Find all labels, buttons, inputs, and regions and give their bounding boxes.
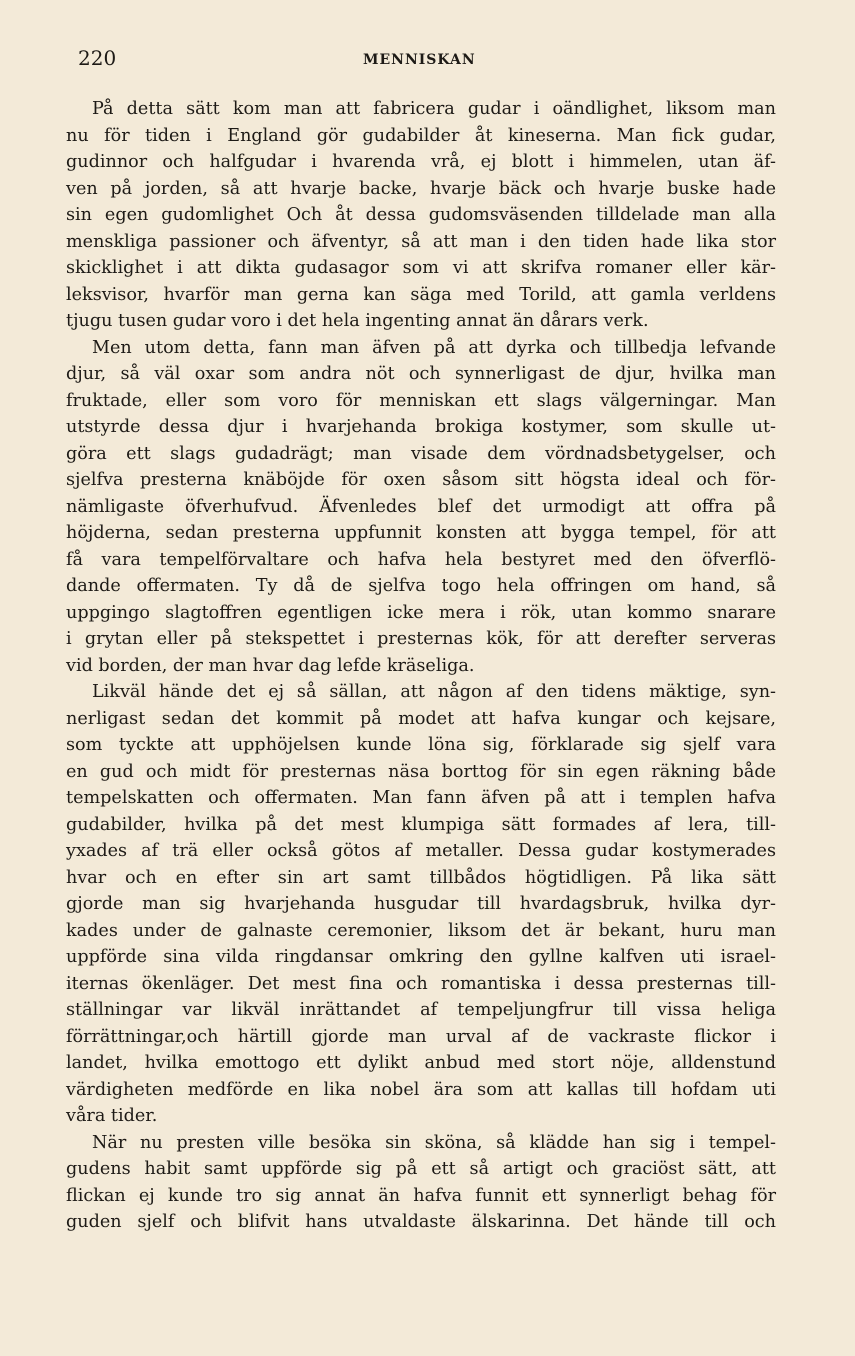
text-line: värdigheten medförde en lika nobel ära som att kallas till hofdam uti xyxy=(66,1079,776,1100)
text-line: förrättningar,och härtill gjorde man urval af de vackraste flickor i xyxy=(66,1026,776,1047)
text-line: gjorde man sig hvarjehanda husgudar till hvardagsbruk, hvilka dyr- xyxy=(66,894,776,914)
body-text xyxy=(66,96,776,1236)
paragraph-4 xyxy=(66,1130,776,1236)
text-line: nerligast sedan det kommit på modet att hafva kungar och kejsare, xyxy=(66,708,776,729)
text-line: ställningar var likväl inrättandet af tempeljungfrur till vissa heliga xyxy=(66,1000,776,1020)
text-line: uppförde sina vilda ringdansar omkring den gyllne kalfven uti israel- xyxy=(66,947,776,967)
text-line: kades under de galnaste ceremonier, liksom det är bekant, huru man xyxy=(66,920,776,941)
running-head: MENNISKAN xyxy=(363,52,476,68)
text-line: När nu presten ville besöka sin sköna, så klädde han sig i tempel- xyxy=(92,1132,776,1153)
text-line: uppgingo slagtoffren egentligen icke mera i rök, utan kommo snarare xyxy=(66,602,776,623)
text-line: gudens habit samt uppförde sig på ett så artigt och graciöst sätt, att xyxy=(66,1159,776,1179)
text-line: få vara tempelförvaltare och hafva hela bestyret med den öfverflö- xyxy=(66,549,776,570)
text-line: höjderna, sedan presterna uppfunnit konsten att bygga tempel, för att xyxy=(66,523,776,543)
text-line: tjugu tusen gudar voro i det hela ingenting annat än dårars verk. xyxy=(66,311,649,331)
text-line: i grytan eller på stekspettet i presternas kök, för att derefter serveras xyxy=(66,629,776,649)
text-line: sin egen gudomlighet Och åt dessa gudomsväsenden tilldelade man alla xyxy=(66,205,776,225)
text-line: skicklighet i att dikta gudasagor som vi att skrifva romaner eller kär- xyxy=(66,258,776,278)
text-line: en gud och midt för presternas näsa borttog för sin egen räkning både xyxy=(66,761,776,782)
text-line: göra ett slags gudadrägt; man visade dem vördnadsbetygelser, och xyxy=(66,443,776,464)
page-number: 220 xyxy=(78,46,117,70)
paragraph-2 xyxy=(66,335,776,680)
text-line: tempelskatten och offermaten. Man fann äfven på att i templen hafva xyxy=(66,788,776,808)
text-line: På detta sätt kom man att fabricera gudar i oändlighet, liksom man xyxy=(92,99,776,119)
text-line: menskliga passioner och äfventyr, så att man i den tiden hade lika stor xyxy=(66,231,776,252)
text-line: leksvisor, hvarför man gerna kan säga med Torild, att gamla verldens xyxy=(66,284,776,305)
text-line: gudinnor och halfgudar i hvarenda vrå, ej blott i himmelen, utan äf- xyxy=(66,152,776,172)
text-line: Likväl hände det ej så sällan, att någon af den tidens mäktige, syn- xyxy=(92,682,776,702)
page-header xyxy=(78,44,778,74)
text-line: sjelfva presterna knäböjde för oxen såsom sitt högsta ideal och för- xyxy=(66,470,776,490)
text-line: som tyckte att upphöjelsen kunde löna sig, förklarade sig sjelf vara xyxy=(66,735,776,755)
text-line: flickan ej kunde tro sig annat än hafva funnit ett synnerligt behag för xyxy=(66,1185,776,1206)
text-line: nu för tiden i England gör gudabilder åt kineserna. Man fick gudar, xyxy=(66,125,776,146)
text-line: yxades af trä eller också götos af metaller. Dessa gudar kostymerades xyxy=(66,841,776,861)
text-line: hvar och en efter sin art samt tillbådos högtidligen. På lika sätt xyxy=(66,867,776,888)
text-line: dande offermaten. Ty då de sjelfva togo hela offringen om hand, så xyxy=(66,576,776,596)
text-line: gudabilder, hvilka på det mest klumpiga sätt formades af lera, till- xyxy=(66,814,776,835)
paragraph-1 xyxy=(66,96,776,335)
text-line: våra tider. xyxy=(66,1106,158,1126)
text-line: fruktade, eller som voro för menniskan ett slags välgerningar. Man xyxy=(66,390,776,411)
text-line: landet, hvilka emottogo ett dylikt anbud med stort nöje, alldenstund xyxy=(66,1053,776,1073)
text-line: djur, så väl oxar som andra nöt och synnerligast de djur, hvilka man xyxy=(66,364,776,384)
text-line: iternas ökenläger. Det mest fina och romantiska i dessa presternas till- xyxy=(66,973,776,994)
text-line: Men utom detta, fann man äfven på att dyrka och tillbedja lefvande xyxy=(92,337,776,358)
text-line: utstyrde dessa djur i hvarjehanda brokiga kostymer, som skulle ut- xyxy=(66,417,776,437)
text-line: nämligaste öfverhufvud. Äfvenledes blef det urmodigt att offra på xyxy=(66,496,776,517)
text-line: guden sjelf och blifvit hans utvaldaste älskarinna. Det hände till och xyxy=(66,1212,776,1232)
paragraph-3 xyxy=(66,679,776,1130)
text-line: vid borden, der man hvar dag lefde kräseliga. xyxy=(66,655,475,676)
text-line: ven på jorden, så att hvarje backe, hvarje bäck och hvarje buske hade xyxy=(66,178,776,199)
